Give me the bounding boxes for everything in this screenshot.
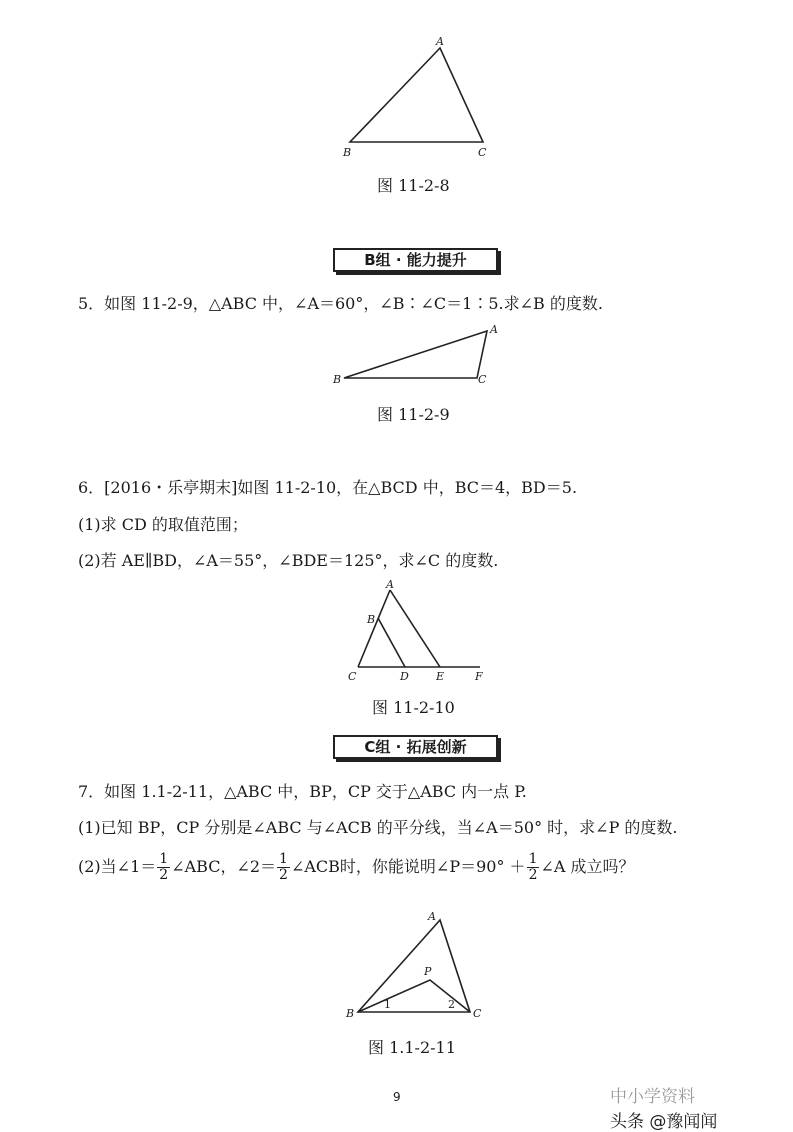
label-c: C <box>478 146 487 159</box>
label-p: P <box>424 965 432 978</box>
figure-caption: 图 11-2-9 <box>377 405 450 424</box>
figure-caption: 图 11-2-8 <box>377 176 450 195</box>
triangle-abc <box>350 48 483 142</box>
watermark-text: 头条 @豫闻闻 <box>610 1112 718 1132</box>
label-a: A <box>428 910 436 923</box>
problem-6-part-2: (2)若 AE∥BD，∠A＝55°，∠BDE＝125°，求∠C 的度数. <box>78 551 499 570</box>
section-banner-c: C组 · 拓展创新 <box>333 735 498 759</box>
problem-7-part-2 <box>78 852 635 883</box>
part-2-text-d: ∠A 成立吗？ <box>540 857 635 876</box>
fraction-half <box>527 852 540 883</box>
part-2-text-c: ∠ACB时，你能说明∠P＝90° ＋ <box>290 857 526 876</box>
figure-11-2-10 <box>340 578 500 688</box>
page-number: 9 <box>393 1090 401 1104</box>
section-banner-b: B组 · 能力提升 <box>333 248 498 272</box>
label-a: A <box>436 35 444 48</box>
label-b: B <box>367 613 376 626</box>
watermark <box>610 1082 717 1132</box>
watermark-faded-text: 中小学资料 <box>610 1087 695 1107</box>
segment-ae <box>390 590 440 667</box>
label-c: C <box>478 373 487 386</box>
fraction-denominator: 2 <box>279 867 288 883</box>
label-a: A <box>490 323 498 336</box>
segment-bd <box>378 618 405 667</box>
label-b: B <box>343 146 352 159</box>
label-b: B <box>346 1007 355 1020</box>
label-d: D <box>400 670 409 683</box>
triangle-abc <box>344 331 487 378</box>
fraction-denominator: 2 <box>528 867 538 883</box>
fraction-half <box>277 852 290 883</box>
figure-1-1-2-11 <box>340 905 500 1030</box>
label-c: C <box>348 670 357 683</box>
angle-label-2: 2 <box>448 998 455 1011</box>
figure-caption: 图 1.1-2-11 <box>368 1038 456 1057</box>
fraction-numerator: 1 <box>528 851 538 867</box>
label-a: A <box>386 578 394 591</box>
label-c: C <box>473 1007 482 1020</box>
problem-6: 6．[2016・乐亭期末]如图 11-2-10，在△BCD 中，BC＝4，BD＝5. <box>78 478 578 497</box>
fraction-half <box>157 852 170 883</box>
part-2-text-a: (2)当∠1＝ <box>78 857 157 876</box>
fraction-numerator: 1 <box>159 851 169 867</box>
problem-7: 7．如图 1.1-2-11，△ABC 中，BP，CP 交于△ABC 内一点 P. <box>78 782 527 801</box>
problem-5: 5．如图 11-2-9，△ABC 中，∠A＝60°，∠B∶∠C＝1∶5.求∠B 的度数. <box>78 294 603 313</box>
figure-11-2-9 <box>330 320 510 390</box>
figure-11-2-8 <box>340 35 500 165</box>
label-b: B <box>333 373 342 386</box>
label-e: E <box>436 670 445 683</box>
problem-6-part-1: (1)求 CD 的取值范围； <box>78 515 248 534</box>
label-f: F <box>475 670 483 683</box>
part-2-text-b: ∠ABC，∠2＝ <box>171 857 277 876</box>
fraction-numerator: 1 <box>279 851 288 867</box>
angle-label-1: 1 <box>384 998 391 1011</box>
problem-7-part-1: (1)已知 BP，CP 分别是∠ABC 与∠ACB 的平分线，当∠A＝50° 时，求∠P 的度数. <box>78 818 678 837</box>
segment-ca <box>358 590 390 667</box>
fraction-denominator: 2 <box>159 867 169 883</box>
figure-caption: 图 11-2-10 <box>372 698 455 717</box>
